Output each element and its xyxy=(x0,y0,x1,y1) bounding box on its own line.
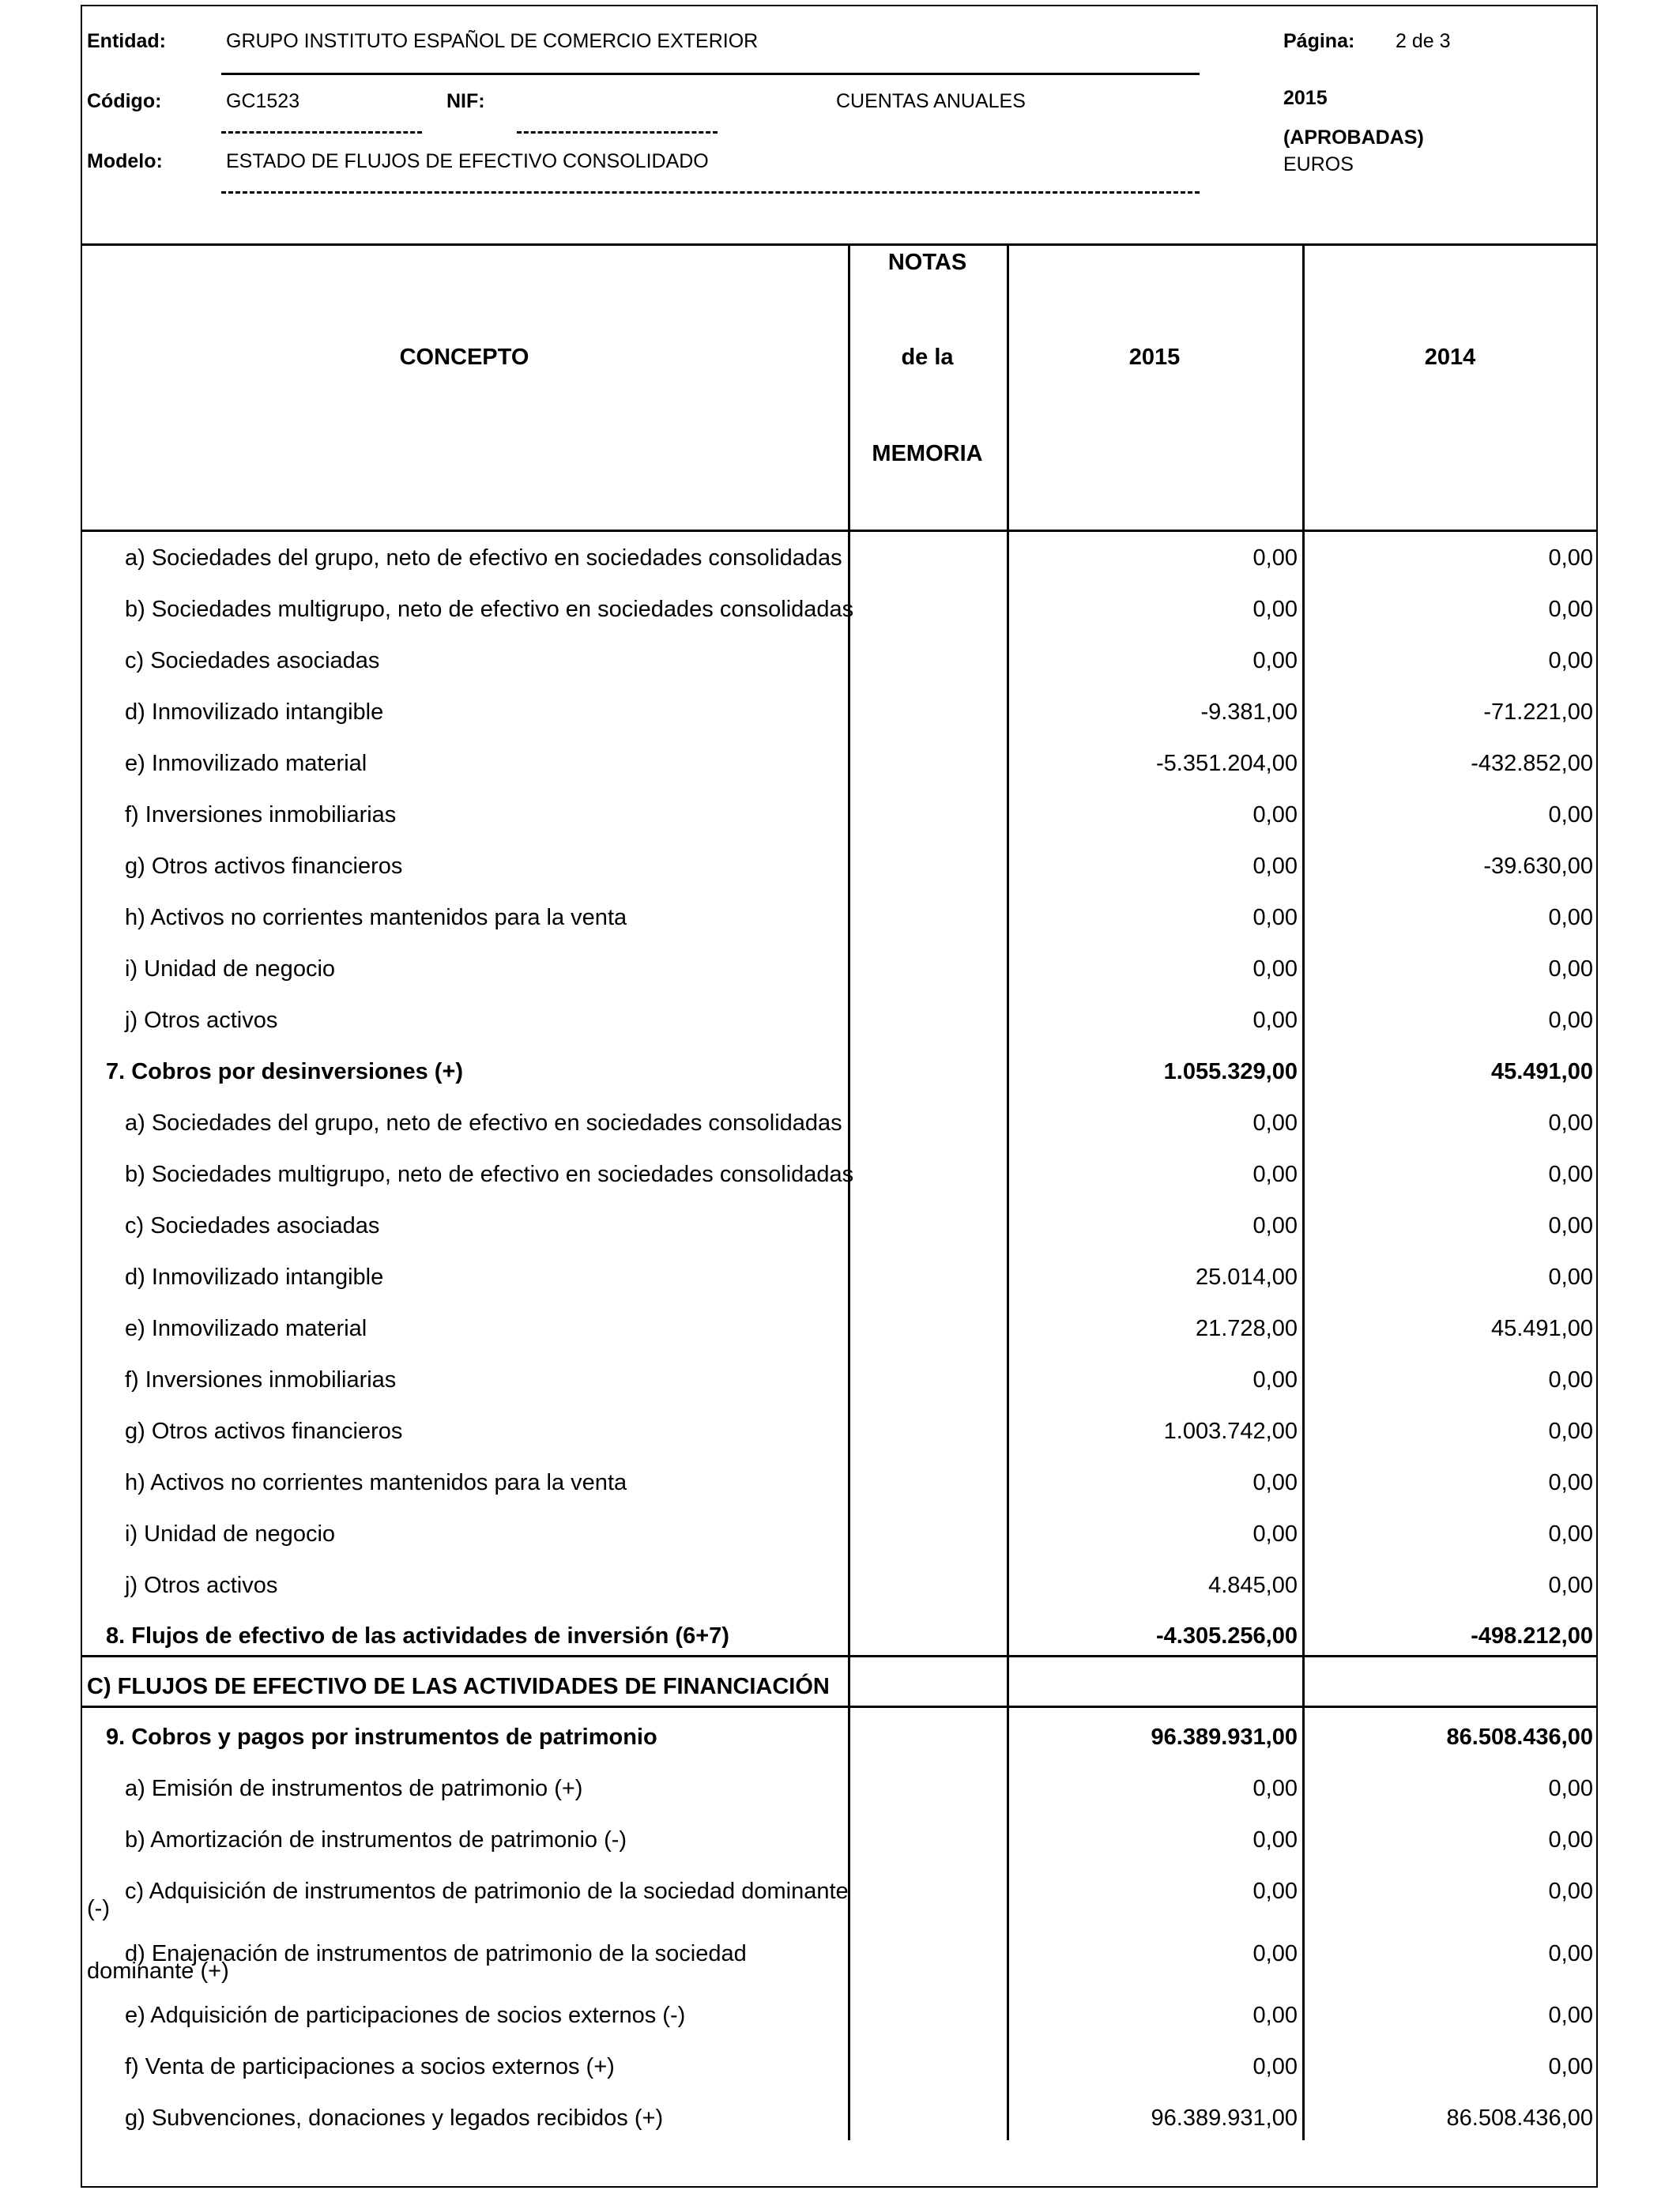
nif-label: NIF: xyxy=(446,90,485,112)
row-value-2014: 0,00 xyxy=(1548,956,1593,982)
row-value-2015: 0,00 xyxy=(1252,2054,1298,2079)
table-row xyxy=(0,1205,1680,1256)
table-row xyxy=(0,948,1680,999)
row-label: b) Sociedades multigrupo, neto de efectivo en sociedades consolidadas xyxy=(125,597,854,622)
row-label: g) Otros activos financieros xyxy=(125,854,403,879)
table-top-rule xyxy=(81,243,1598,246)
table-row xyxy=(0,846,1680,896)
row-value-2014: 0,00 xyxy=(1548,802,1593,827)
row-value-2015: 0,00 xyxy=(1252,1367,1298,1393)
row-value-2015: 0,00 xyxy=(1252,1879,1298,1904)
row-value-2015: 0,00 xyxy=(1252,1008,1298,1033)
row-label: j) Otros activos xyxy=(125,1008,278,1033)
row-value-2015: -9.381,00 xyxy=(1200,699,1298,725)
col-head-2014: 2014 xyxy=(1424,345,1476,370)
table-row xyxy=(0,1411,1680,1461)
header-rule xyxy=(221,73,1200,75)
row-value-2014: -432.852,00 xyxy=(1471,751,1593,776)
pagina-label: Página: xyxy=(1283,30,1355,52)
row-value-2015: -5.351.204,00 xyxy=(1156,751,1298,776)
row-value-2014: 0,00 xyxy=(1548,597,1593,622)
row-value-2015: 0,00 xyxy=(1252,1941,1298,1966)
row-label: d) Inmovilizado intangible xyxy=(125,1265,384,1290)
col-head-notas-1: NOTAS xyxy=(887,250,967,275)
row-label: d) Inmovilizado intangible xyxy=(125,699,384,725)
col-head-concepto: CONCEPTO xyxy=(399,345,529,370)
table-row xyxy=(0,1514,1680,1564)
row-label: e) Inmovilizado material xyxy=(125,1316,367,1341)
row-label: c) Sociedades asociadas xyxy=(125,1213,380,1238)
row-label: f) Inversiones inmobiliarias xyxy=(125,1367,397,1393)
row-label: i) Unidad de negocio xyxy=(125,956,336,982)
row-value-2015: 1.055.329,00 xyxy=(1163,1059,1298,1084)
row-value-2015: 0,00 xyxy=(1252,1521,1298,1547)
row-value-2015: 0,00 xyxy=(1252,1827,1298,1853)
row-value-2015: 0,00 xyxy=(1252,854,1298,879)
col-head-notas-3: MEMORIA xyxy=(872,441,983,466)
table-row xyxy=(0,1768,1680,1819)
row-value-2015: 0,00 xyxy=(1252,1776,1298,1801)
table-row xyxy=(0,1000,1680,1050)
row-value-2015: 0,00 xyxy=(1252,956,1298,982)
row-value-2015: 96.389.931,00 xyxy=(1151,2105,1298,2131)
table-row xyxy=(0,1933,1680,1995)
row-label: d) Enajenación de instrumentos de patrimonio de la sociedad xyxy=(125,1941,747,1966)
row-value-2015: 0,00 xyxy=(1252,1470,1298,1495)
row-label: e) Inmovilizado material xyxy=(125,751,367,776)
table-row xyxy=(0,537,1680,588)
table-row-subtotal xyxy=(0,1717,1680,1767)
section-c-heading xyxy=(0,1666,1680,1717)
table-row xyxy=(0,692,1680,742)
row-value-2014: 0,00 xyxy=(1548,1265,1593,1290)
row-value-2014: 86.508.436,00 xyxy=(1446,2105,1593,2131)
nif-dash xyxy=(517,131,718,134)
row-label: c) Sociedades asociadas xyxy=(125,648,380,673)
row-value-2014: 0,00 xyxy=(1548,1879,1593,1904)
row-value-2014: 0,00 xyxy=(1548,2003,1593,2028)
table-row-subtotal xyxy=(0,1051,1680,1102)
row-value-2014: 0,00 xyxy=(1548,545,1593,571)
row-label: g) Subvenciones, donaciones y legados recibidos (+) xyxy=(125,2105,664,2131)
table-row xyxy=(0,1359,1680,1410)
row-value-2014: 0,00 xyxy=(1548,1470,1593,1495)
row-label: e) Adquisición de participaciones de socios externos (-) xyxy=(125,2003,686,2028)
row-label: g) Otros activos financieros xyxy=(125,1419,403,1444)
row-value-2014: 0,00 xyxy=(1548,648,1593,673)
row-label: a) Sociedades del grupo, neto de efectivo en sociedades consolidadas xyxy=(125,545,842,571)
row-value-2015: 0,00 xyxy=(1252,1162,1298,1187)
row-label-continuation: dominante (+) xyxy=(87,1958,229,1984)
row-value-2014: 0,00 xyxy=(1548,1827,1593,1853)
row-label: f) Inversiones inmobiliarias xyxy=(125,802,397,827)
row-value-2014: 0,00 xyxy=(1548,2054,1593,2079)
table-row xyxy=(0,589,1680,639)
modelo-dash xyxy=(221,191,1200,194)
entidad-value: GRUPO INSTITUTO ESPAÑOL DE COMERCIO EXTERIOR xyxy=(226,30,759,52)
row-value-2014: 0,00 xyxy=(1548,1110,1593,1136)
table-row xyxy=(0,897,1680,948)
row-value-2014: 0,00 xyxy=(1548,1162,1593,1187)
row-value-2014: 0,00 xyxy=(1548,1941,1593,1966)
table-row xyxy=(0,1154,1680,1204)
row-label-continuation: (-) xyxy=(87,1896,110,1921)
table-row xyxy=(0,1995,1680,2045)
row-label: h) Activos no corrientes mantenidos para la venta xyxy=(125,905,627,930)
row-value-2015: 0,00 xyxy=(1252,597,1298,622)
row-value-2015: 0,00 xyxy=(1252,1110,1298,1136)
row-value-2015: 21.728,00 xyxy=(1195,1316,1298,1341)
table-row xyxy=(0,2098,1680,2148)
table-row xyxy=(0,1871,1680,1932)
row-value-2015: 1.003.742,00 xyxy=(1163,1419,1298,1444)
table-row xyxy=(0,1103,1680,1153)
row-value-2014: 0,00 xyxy=(1548,1367,1593,1393)
row-label: 8. Flujos de efectivo de las actividades de inversión (6+7) xyxy=(106,1623,729,1649)
row-value-2015: 0,00 xyxy=(1252,545,1298,571)
row-value-2014: 0,00 xyxy=(1548,1573,1593,1598)
row-value-2014: 0,00 xyxy=(1548,905,1593,930)
row-value-2014: 86.508.436,00 xyxy=(1446,1725,1593,1750)
codigo-label: Código: xyxy=(87,90,162,112)
modelo-label: Modelo: xyxy=(87,150,163,172)
table-row-total xyxy=(0,1615,1680,1666)
row-value-2014: -498.212,00 xyxy=(1471,1623,1593,1649)
row-value-2014: -39.630,00 xyxy=(1483,854,1593,879)
aprobadas-label: (APROBADAS) xyxy=(1283,126,1424,149)
row-label: b) Sociedades multigrupo, neto de efectivo en sociedades consolidadas xyxy=(125,1162,854,1187)
euros-label: EUROS xyxy=(1283,153,1354,175)
col-head-notas-2: de la xyxy=(901,345,954,370)
row-label: j) Otros activos xyxy=(125,1573,278,1598)
row-value-2015: -4.305.256,00 xyxy=(1156,1623,1298,1649)
row-label: f) Venta de participaciones a socios externos (+) xyxy=(125,2054,615,2079)
row-label: a) Emisión de instrumentos de patrimonio (+) xyxy=(125,1776,583,1801)
table-row xyxy=(0,1308,1680,1359)
pagina-value: 2 de 3 xyxy=(1396,30,1451,52)
codigo-value: GC1523 xyxy=(226,90,300,112)
table-row xyxy=(0,1819,1680,1870)
row-value-2014: 0,00 xyxy=(1548,1521,1593,1547)
cuentas-anuales: CUENTAS ANUALES xyxy=(836,90,1026,112)
row-label: c) Adquisición de instrumentos de patrimonio de la sociedad dominante xyxy=(125,1879,849,1904)
codigo-dash xyxy=(221,131,422,134)
row-value-2015: 0,00 xyxy=(1252,2003,1298,2028)
row-value-2015: 0,00 xyxy=(1252,1213,1298,1238)
row-value-2014: 45.491,00 xyxy=(1490,1316,1593,1341)
table-head-rule xyxy=(81,530,1598,532)
modelo-value: ESTADO DE FLUJOS DE EFECTIVO CONSOLIDADO xyxy=(226,150,709,172)
table-row xyxy=(0,2046,1680,2097)
section-c-label: C) FLUJOS DE EFECTIVO DE LAS ACTIVIDADES DE FINANCIACIÓN xyxy=(87,1674,830,1699)
row-value-2015: 0,00 xyxy=(1252,905,1298,930)
table-row xyxy=(0,743,1680,794)
row-label: 7. Cobros por desinversiones (+) xyxy=(106,1059,464,1084)
row-value-2015: 0,00 xyxy=(1252,802,1298,827)
row-value-2015: 25.014,00 xyxy=(1195,1265,1298,1290)
row-value-2014: 0,00 xyxy=(1548,1008,1593,1033)
row-label: h) Activos no corrientes mantenidos para la venta xyxy=(125,1470,627,1495)
table-row xyxy=(0,1257,1680,1307)
table-row xyxy=(0,1462,1680,1513)
row-value-2014: 45.491,00 xyxy=(1490,1059,1593,1084)
row-value-2015: 96.389.931,00 xyxy=(1151,1725,1298,1750)
year-label: 2015 xyxy=(1283,87,1328,109)
row-value-2014: -71.221,00 xyxy=(1483,699,1593,725)
row-label: 9. Cobros y pagos por instrumentos de patrimonio xyxy=(106,1725,657,1750)
table-row xyxy=(0,640,1680,691)
row-label: b) Amortización de instrumentos de patrimonio (-) xyxy=(125,1827,627,1853)
row-value-2015: 4.845,00 xyxy=(1208,1573,1298,1598)
table-row xyxy=(0,1565,1680,1615)
table-row xyxy=(0,794,1680,845)
row-label: a) Sociedades del grupo, neto de efectivo en sociedades consolidadas xyxy=(125,1110,842,1136)
row-label: i) Unidad de negocio xyxy=(125,1521,336,1547)
row-value-2014: 0,00 xyxy=(1548,1776,1593,1801)
row-value-2014: 0,00 xyxy=(1548,1213,1593,1238)
col-head-2015: 2015 xyxy=(1128,345,1181,370)
row-value-2014: 0,00 xyxy=(1548,1419,1593,1444)
row-value-2015: 0,00 xyxy=(1252,648,1298,673)
entidad-label: Entidad: xyxy=(87,30,166,52)
